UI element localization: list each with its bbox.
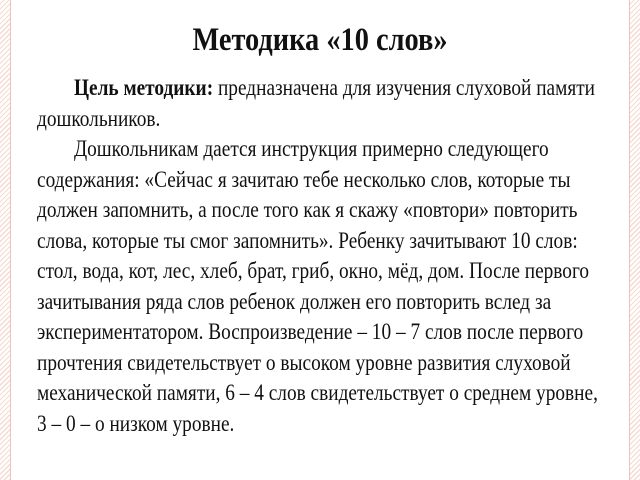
decorative-border-left [0,0,10,480]
slide-body [37,73,608,439]
goal-label: Цель методики: [73,75,214,100]
slide [11,0,629,480]
paragraph-goal [37,73,608,134]
paragraph-instruction [37,134,608,439]
text-line: дошкольников. [37,105,161,131]
instruction-first-line: Дошкольникам дается инструкция примерно следующего [73,136,549,161]
text-line [37,134,608,165]
text-line: зачитывания ряда слов ребенок должен его повторить вслед за [37,288,552,314]
text-line [37,73,608,104]
slide-title: Методика «10 слов» [192,22,448,58]
goal-text: предназначена для изучения слуховой памяти [213,75,596,100]
text-line: прочтения свидетельствует о высоком уровне развития слуховой [37,349,571,375]
text-line: механической памяти, 6 – 4 слов свидетельствует о среднем уровне, [37,380,598,405]
text-line: слова, которые ты смог запомнить». Ребенку зачитывают 10 слов: [37,227,578,253]
text-line: экспериментатором. Воспроизведение – 10 – 7 слов после первого [37,319,584,344]
text-line: должен запомнить, а после того как я скажу «повтори» повторить [37,197,578,222]
text-line: 3 – 0 – о низком уровне. [37,410,235,436]
border-line-right [629,0,630,480]
text-line: содержания: «Сейчас я зачитаю тебе несколько слов, которые ты [37,166,571,192]
text-line: стол, вода, кот, лес, хлеб, брат, гриб, окно, мёд, дом. После первого [37,258,590,283]
decorative-border-right [630,0,640,480]
